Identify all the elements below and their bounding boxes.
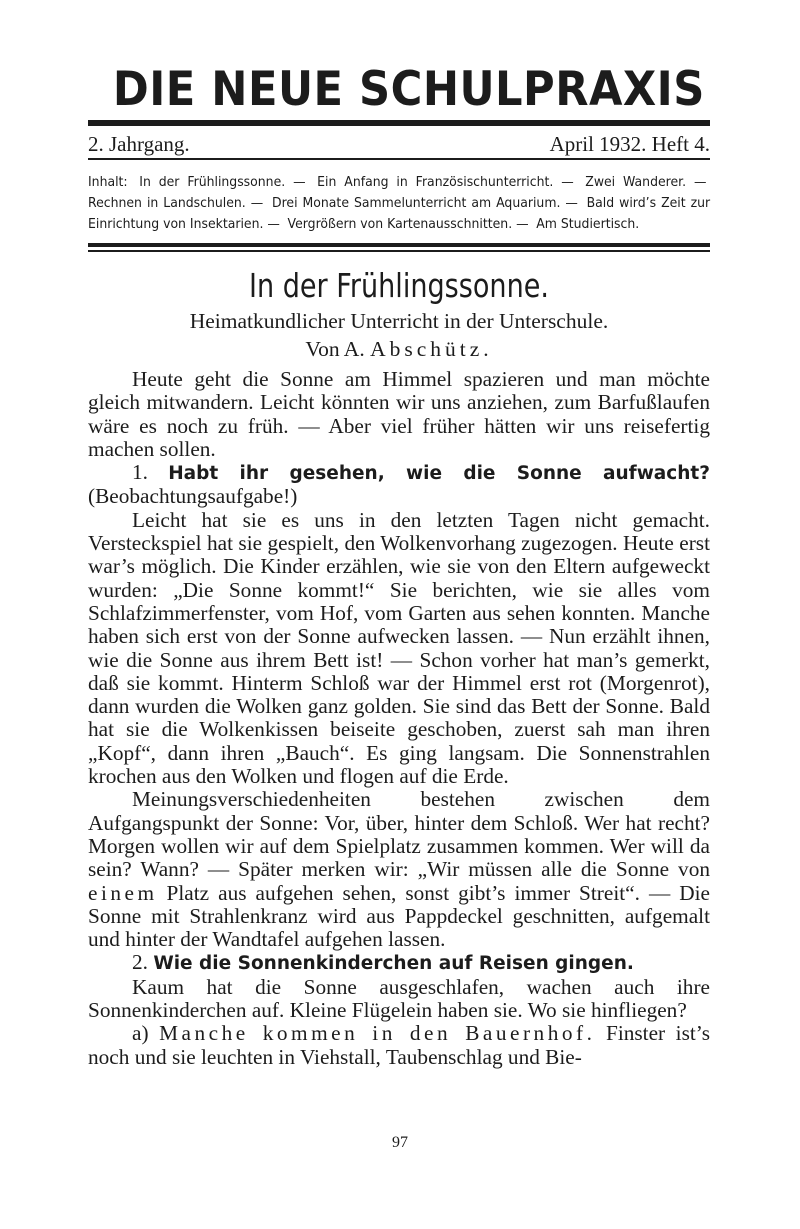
list-label: a) (132, 1021, 149, 1046)
section-number: 2. (132, 950, 148, 975)
article-body (88, 368, 710, 1069)
issue-label: April 1932. Heft 4. (549, 132, 710, 156)
section-heading-1 (88, 461, 710, 509)
author-prefix: Von A. (305, 337, 365, 361)
paragraph: Leicht hat sie es uns in den letzten Tagen nicht gemacht. Versteckspiel hat sie gespielt, den Wolkenvorhang zugezogen. Heute erst war’s möglich. Die Kinder erzählen, wie sie von den Eltern aufgeweckt wurden: „Die Sonne kommt!“ Sie berichten, wie sie alles vom Schlafzimmerfenster, vom Hof, vom Garten aus sehen konnten. Manche haben sich erst von der Sonne aufwecken lassen. — Nun erzählt ihnen, wie die Sonne aus ihrem Bett ist! — Schon vorher hat man’s gemerkt, daß sie kommt. Hinterm Schloß war der Himmel erst rot (Morgenrot), dann wurden die Wolken ganz golden. Sie sind das Bett der Sonne. Bald hat sie die Wolkenkissen beiseite geschoben, zuerst sah man ihren „Kopf“, dann ihren „Bauch“. Es ging langsam. Die Sonnenstrahlen krochen aus den Wolken und flogen auf die Erde. (88, 507, 710, 789)
article-subtitle: Heimatkundlicher Unterricht in der Unterschule. (189, 309, 609, 333)
page (88, 60, 710, 1069)
article-author (88, 336, 710, 362)
masthead: DIE NEUE SCHULPRAXIS (112, 62, 705, 117)
paragraph-text: Platz aus aufgehen sehen, sonst gibt’s immer Streit“. — Die Sonne mit Strahlenkranz wird aus Pappdeckel geschnitten, aufgemalt und hinter der Wandtafel aufgehen lassen. (88, 880, 710, 952)
contents-item: Drei Monate Sammelunterricht am Aquarium. — (271, 196, 578, 211)
section-title: Habt ihr gesehen, wie die Sonne aufwacht? (168, 463, 711, 485)
author-name: Abschütz. (370, 337, 493, 361)
paragraph-text: Meinungsverschiedenheiten bestehen zwischen dem Aufgangspunkt der Sonne: Vor, über, hinter dem Schloß. Wer hat recht? Morgen wollen wir auf dem Spielplatz zusammen kommen. Wer will da sein? Wann? — Später merken wir: „Wir müssen alle die Sonne von (88, 787, 710, 882)
section-heading-2 (88, 951, 710, 975)
paragraph (88, 1022, 710, 1069)
contents-item: Zwei Wanderer. — (585, 175, 707, 190)
page-number: 97 (392, 1134, 408, 1151)
table-of-contents (88, 172, 710, 235)
contents-item: Rechnen in Landschulen. — (88, 196, 264, 211)
contents-item: Am Studiertisch. (536, 217, 640, 232)
article-title: In der Frühlingssonne. (249, 266, 549, 305)
contents-item: In der Frühlingssonne. — (139, 175, 306, 190)
masthead-rule (88, 120, 710, 126)
contents-item: Bald wird’s Zeit zur Einrichtung von Insektarien. — (88, 196, 711, 232)
section-number: 1. (132, 460, 148, 485)
contents-rule (88, 243, 710, 252)
paragraph: Kaum hat die Sonne ausgeschlafen, wachen auch ihre Sonnenkinderchen auf. Kleine Flügelein haben sie. Wo sie hinfliegen? (88, 974, 710, 1023)
contents-item: Ein Anfang in Französischunterricht. — (317, 175, 574, 190)
paragraph: Heute geht die Sonne am Himmel spazieren und man möchte gleich mitwandern. Leicht könnten wir uns anziehen, zum Barfußlaufen wäre es noch zu früh. — Aber viel früher hätten wir uns reisefertig machen sollen. (88, 367, 710, 461)
paragraph-text: Finster ist’s noch und sie leuchten in Viehstall, Taubenschlag und Bie- (88, 1021, 710, 1069)
volume-label: 2. Jahrgang. (88, 132, 190, 156)
emphasis-spaced: einem (88, 880, 158, 905)
paragraph (88, 788, 710, 951)
issue-rule (88, 158, 710, 160)
issue-line (88, 130, 710, 158)
section-title: Wie die Sonnenkinderchen auf Reisen gingen. (153, 953, 634, 975)
contents-item: Vergrößern von Kartenausschnitten. — (287, 217, 529, 232)
emphasis-spaced: Manche kommen in den Bauernhof. (159, 1021, 596, 1046)
section-note: (Beobachtungsaufgabe!) (88, 484, 298, 509)
contents-label: Inhalt: (88, 175, 128, 190)
